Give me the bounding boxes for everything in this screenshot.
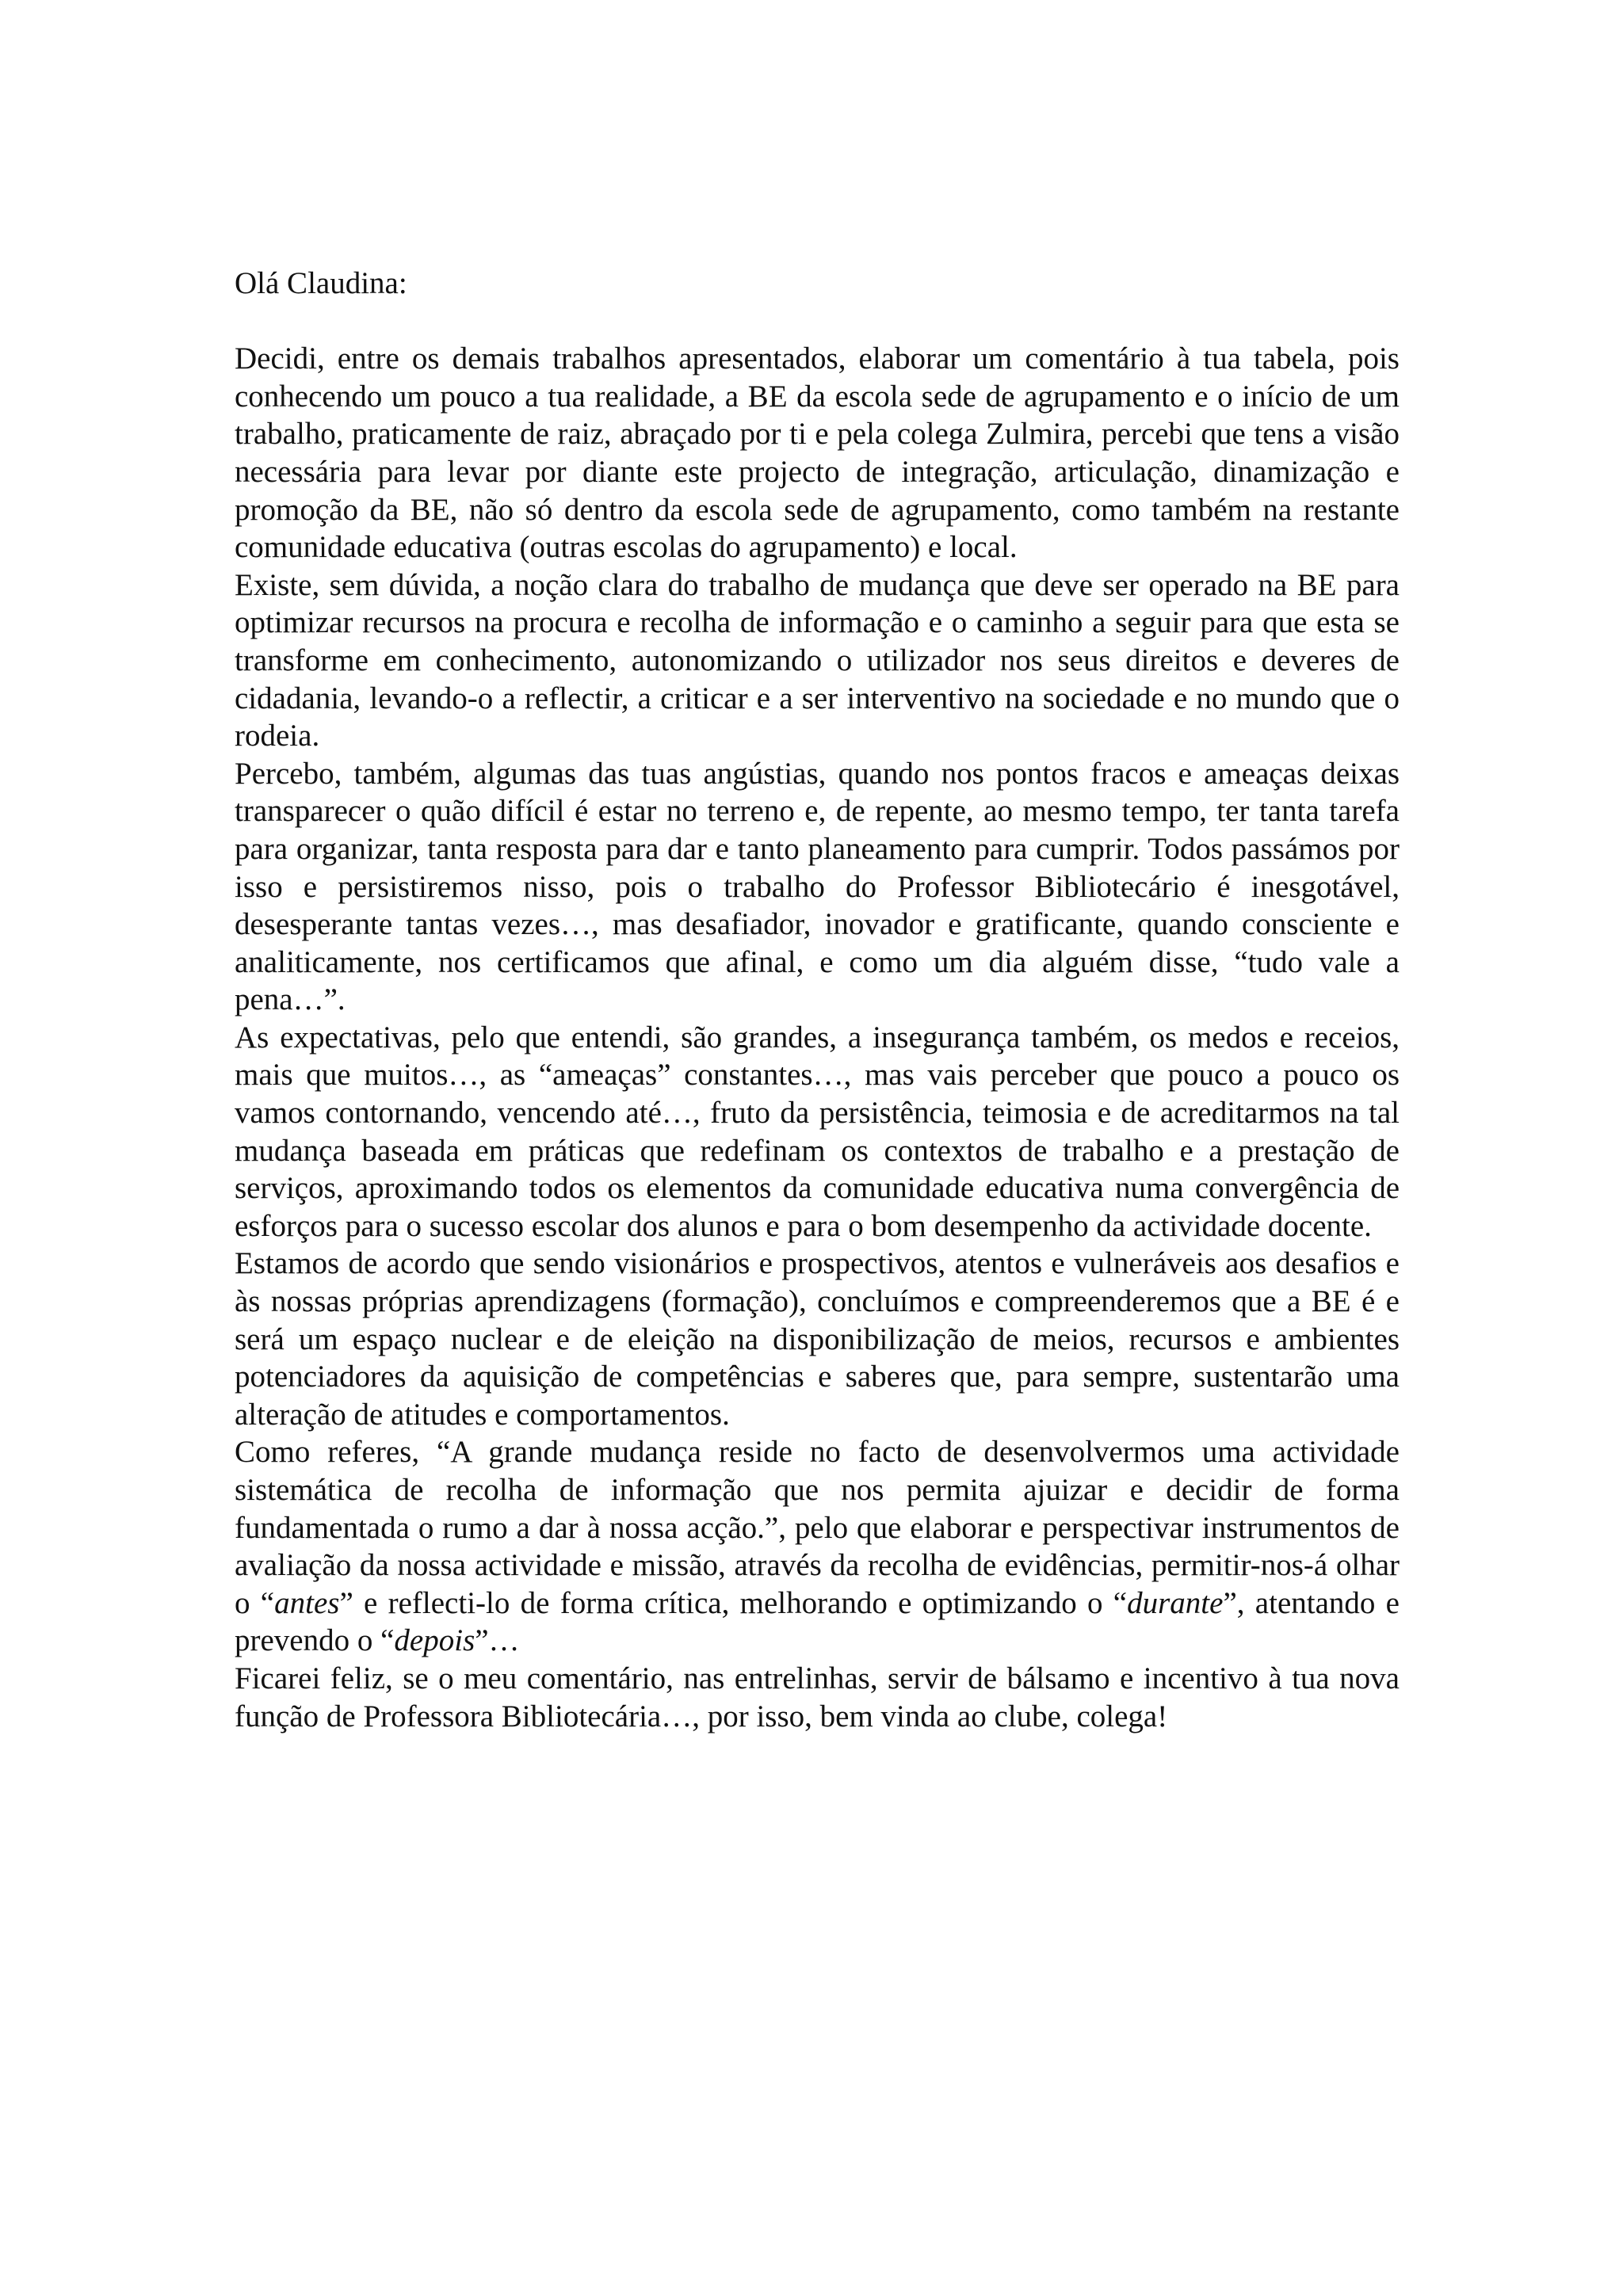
paragraph-text: ” e reflecti-lo de forma crítica, melhorando e optimizando o “ [339,1585,1128,1620]
paragraph-text: Decidi, entre os demais trabalhos apresentados, elaborar um comentário à tua tabela, pois conhecendo um pouco a tua realidade, a BE da escola sede de agrupamento e o início de um trabalho, praticamente de raiz, abraçado por ti e pela colega Zulmira, percebi que tens a visão necessária para levar por diante este projecto de integração, articulação, dinamização e promoção da BE, não só dentro da escola sede de agrupamento, como também na restante comunidade educativa (outras escolas do agrupamento) e local. [235,341,1400,565]
italic-term-antes: antes [274,1585,340,1620]
italic-term-depois: depois [394,1623,475,1658]
paragraph-text: Estamos de acordo que sendo visionários e prospectivos, atentos e vulneráveis aos desafios e às nossas próprias aprendizagens (formação), concluímos e compreenderemos que a BE é e será um espaço nuclear e de eleição na disponibilização de meios, recursos e ambientes potenciadores da aquisição de competências e saberes que, para sempre, sustentarão uma alteração de atitudes e comportamentos. [235,1246,1400,1432]
paragraph-text: Como referes, “A grande mudança reside no facto de desenvolvermos uma actividade sistemática de recolha de informação que nos permita ajuizar e decidir de forma fundamentada o rumo a dar à nossa acção.”, pelo que elaborar e perspectivar instrumentos de avaliação da nossa actividade e missão, através da recolha de evidências, permitir-nos-á olhar o “ [235,1435,1400,1620]
paragraph-text: Existe, sem dúvida, a noção clara do trabalho de mudança que deve ser operado na BE para optimizar recursos na procura e recolha de informação e o caminho a seguir para que esta se transforme em conhecimento, autonomizando o utilizador nos seus direitos e deveres de cidadania, levando-o a reflectir, a criticar e a ser interventivo na sociedade e no mundo que o rodeia. [235,567,1400,753]
paragraph-change-notion [235,566,1400,755]
paragraph-closing [235,1660,1400,1735]
paragraph-quote [235,1433,1400,1660]
paragraph-text: ”… [475,1623,520,1658]
paragraph-text: As expectativas, pelo que entendi, são grandes, a insegurança também, os medos e receios, mais que muitos…, as “ameaças” constantes…, mas vais perceber que pouco a pouco os vamos contornando, vencendo até…, fruto da persistência, teimosia e de acreditarmos na tal mudança baseada em práticas que redefinam os contextos de trabalho e a prestação de serviços, aproximando todos os elementos da comunidade educativa numa convergência de esforços para o sucesso escolar dos alunos e para o bom desempenho da actividade docente. [235,1020,1400,1243]
paragraph-text: Percebo, também, algumas das tuas angústias, quando nos pontos fracos e ameaças deixas transparecer o quão difícil é estar no terreno e, de repente, ao mesmo tempo, ter tanta tarefa para organizar, tanta resposta para dar e tanto planeamento para cumprir. Todos passámos por isso e persistiremos nisso, pois o trabalho do Professor Bibliotecário é inesgotável, desesperante tantas vezes…, mas desafiador, inovador e gratificante, quando consciente e analiticamente, nos certificamos que afinal, e como um dia alguém disse, “tudo vale a pena…”. [235,756,1400,1017]
letter-greeting: Olá Claudina: [235,266,407,300]
paragraph-anxieties [235,755,1400,1019]
paragraph-intro [235,340,1400,566]
italic-term-durante: durante [1127,1585,1224,1620]
paragraph-text: Ficarei feliz, se o meu comentário, nas entrelinhas, servir de bálsamo e incentivo à tua nova função de Professora Bibliotecária…, por isso, bem vinda ao clube, colega! [235,1661,1400,1733]
paragraph-text: ”, atentando e prevendo o “ [235,1585,1400,1658]
letter-page [235,265,1400,1735]
paragraph-expectations [235,1019,1400,1245]
paragraph-agreement [235,1245,1400,1433]
